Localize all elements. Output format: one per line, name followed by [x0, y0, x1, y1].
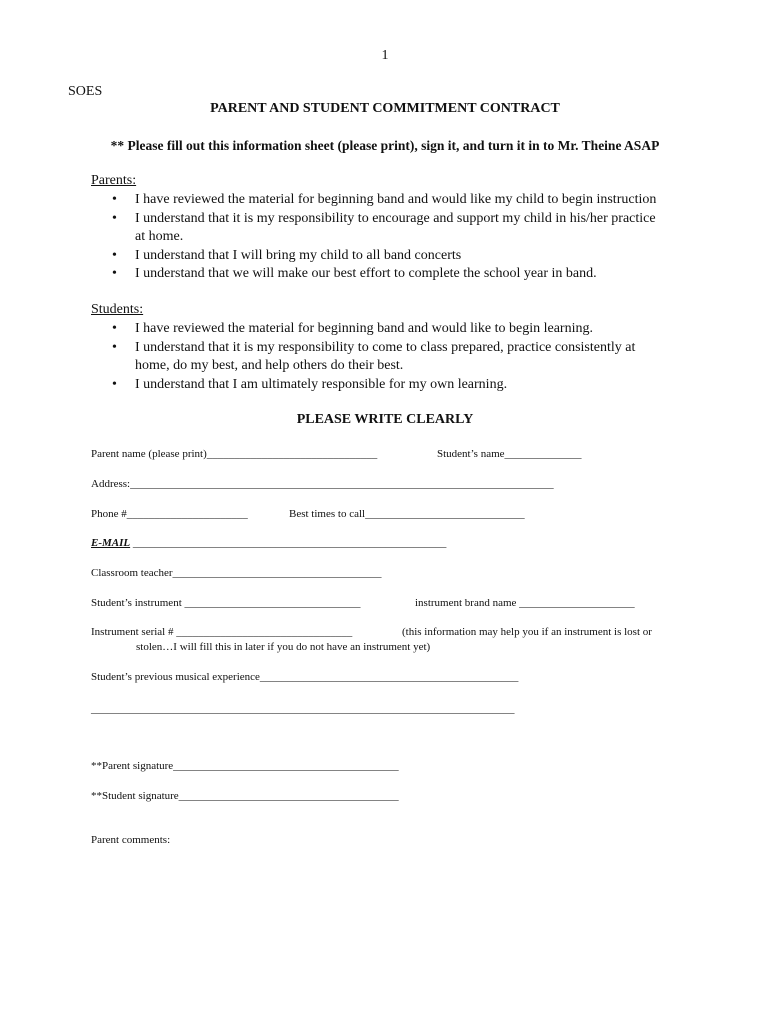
organization-label: SOES: [68, 84, 103, 99]
musical-experience-field[interactable]: Student’s previous musical experience_______________________________________________: [91, 671, 519, 683]
list-item: • I have reviewed the material for beginning band and would like my child to begin instruction: [112, 191, 712, 210]
musical-experience-line[interactable]: _____________________________________________________________________________: [91, 703, 515, 715]
parent-comments-label: Parent comments:: [91, 834, 171, 846]
serial-note-continued: stolen…I will fill this in later if you do not have an instrument yet): [136, 641, 431, 653]
parent-signature-field[interactable]: **Parent signature_________________________________________: [91, 760, 399, 772]
student-signature-field[interactable]: **Student signature________________________________________: [91, 790, 399, 802]
phone-field[interactable]: Phone #______________________: [91, 508, 248, 520]
list-item: • I understand that we will make our best effort to complete the school year in band.: [112, 265, 712, 284]
serial-note: (this information may help you if an instrument is lost or: [402, 626, 652, 638]
list-item: • I understand that I am ultimately responsible for my own learning.: [112, 376, 712, 395]
student-instrument-field[interactable]: Student’s instrument ________________________________: [91, 597, 361, 609]
parent-name-field[interactable]: Parent name (please print)_______________________________: [91, 448, 378, 460]
instrument-serial-field[interactable]: Instrument serial # ________________________________: [91, 626, 353, 638]
students-list: [112, 320, 712, 394]
email-label: E-MAIL: [91, 537, 131, 549]
best-times-field[interactable]: Best times to call_____________________________: [289, 508, 525, 520]
students-heading: Students:: [91, 302, 144, 317]
write-clearly-heading: PLEASE WRITE CLEARLY: [296, 412, 474, 427]
instrument-brand-field[interactable]: instrument brand name _____________________: [415, 597, 635, 609]
classroom-teacher-field[interactable]: Classroom teacher______________________________________: [91, 567, 382, 579]
page-number: 1: [381, 48, 389, 63]
email-field[interactable]: [91, 537, 446, 549]
list-item: • I understand that it is my responsibility to come to class prepared, practice consistently at home, do my best, and help others do their best.: [112, 339, 712, 376]
email-line[interactable]: _________________________________________________________: [130, 537, 447, 549]
document-title: PARENT AND STUDENT COMMITMENT CONTRACT: [210, 101, 560, 116]
address-field[interactable]: Address:_____________________________________________________________________________: [91, 478, 554, 490]
parents-list: [112, 191, 712, 284]
parents-heading: Parents:: [91, 173, 137, 188]
list-item: • I have reviewed the material for beginning band and would like to begin learning.: [112, 320, 712, 339]
instruction-text: ** Please fill out this information sheet (please print), sign it, and turn it in to Mr. Theine ASAP: [110, 138, 660, 153]
student-name-field[interactable]: Student’s name______________: [437, 448, 582, 460]
list-item: • I understand that it is my responsibility to encourage and support my child in his/her practice at home.: [112, 210, 712, 247]
list-item: • I understand that I will bring my child to all band concerts: [112, 247, 712, 266]
